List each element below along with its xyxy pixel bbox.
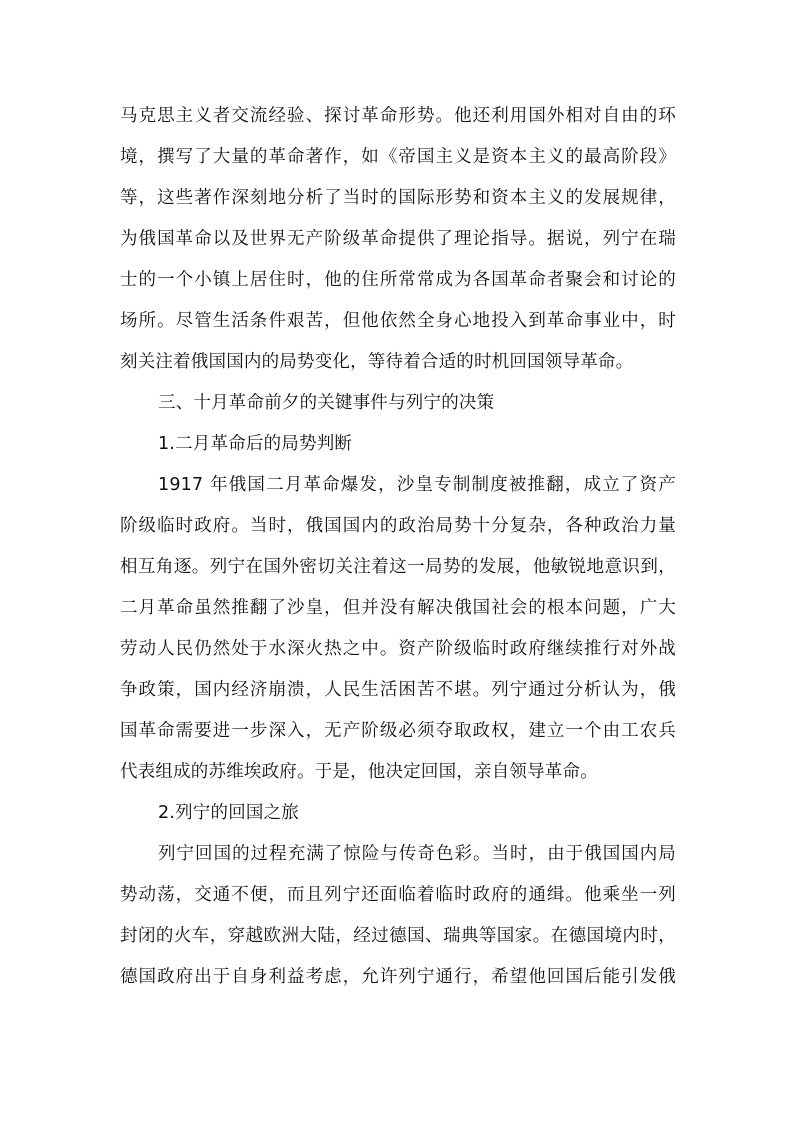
text-line: 为俄国革命以及世界无产阶级革命提供了理论指导。据说，列宁在瑞 [120,229,676,249]
text-line: 二月革命虽然推翻了沙皇，但并没有解决俄国社会的根本问题，广大 [120,598,676,618]
text-line: 境，撰写了大量的革命著作，如《帝国主义是资本主义的最高阶段》 [120,147,676,167]
subsection-heading: 2.列宁的回国之旅 [158,803,299,823]
paragraph [120,834,676,998]
text-line: 势动荡，交通不便，而且列宁还面临着临时政府的通缉。他乘坐一列 [120,885,676,905]
text-line: 阶级临时政府。当时，俄国国内的政治局势十分复杂，各种政治力量 [120,516,676,536]
paragraph-continuation [120,96,676,383]
paragraph [120,465,676,793]
text-line: 士的一个小镇上居住时，他的住所常常成为各国革命者聚会和讨论的 [120,270,676,290]
text-line: 相互角逐。列宁在国外密切关注着这一局势的发展，他敏锐地意识到， [120,557,676,577]
document-body [120,96,676,998]
text-line: 争政策，国内经济崩溃，人民生活困苦不堪。列宁通过分析认为，俄 [120,680,676,700]
text-line: 德国政府出于自身利益考虑，允许列宁通行，希望他回国后能引发俄 [120,967,676,987]
text-line: 等，这些著作深刻地分析了当时的国际形势和资本主义的发展规律， [120,188,676,208]
text-line: 1917 年俄国二月革命爆发，沙皇专制制度被推翻，成立了资产 [158,475,676,495]
text-line: 代表组成的苏维埃政府。于是，他决定回国，亲自领导革命。 [120,762,598,782]
text-line: 马克思主义者交流经验、探讨革命形势。他还利用国外相对自由的环 [120,106,676,126]
section-heading: 三、十月革命前夕的关键事件与列宁的决策 [158,393,495,413]
text-line: 列宁回国的过程充满了惊险与传奇色彩。当时，由于俄国国内局 [158,844,676,864]
text-line: 劳动人民仍然处于水深火热之中。资产阶级临时政府继续推行对外战 [120,639,676,659]
text-line: 场所。尽管生活条件艰苦，但他依然全身心地投入到革命事业中，时 [120,311,676,331]
text-line: 刻关注着俄国国内的局势变化，等待着合适的时机回国领导革命。 [120,352,634,372]
text-line: 国革命需要进一步深入，无产阶级必须夺取政权，建立一个由工农兵 [120,721,676,741]
subsection-heading: 1.二月革命后的局势判断 [158,434,353,454]
text-line: 封闭的火车，穿越欧洲大陆，经过德国、瑞典等国家。在德国境内时， [120,926,676,946]
